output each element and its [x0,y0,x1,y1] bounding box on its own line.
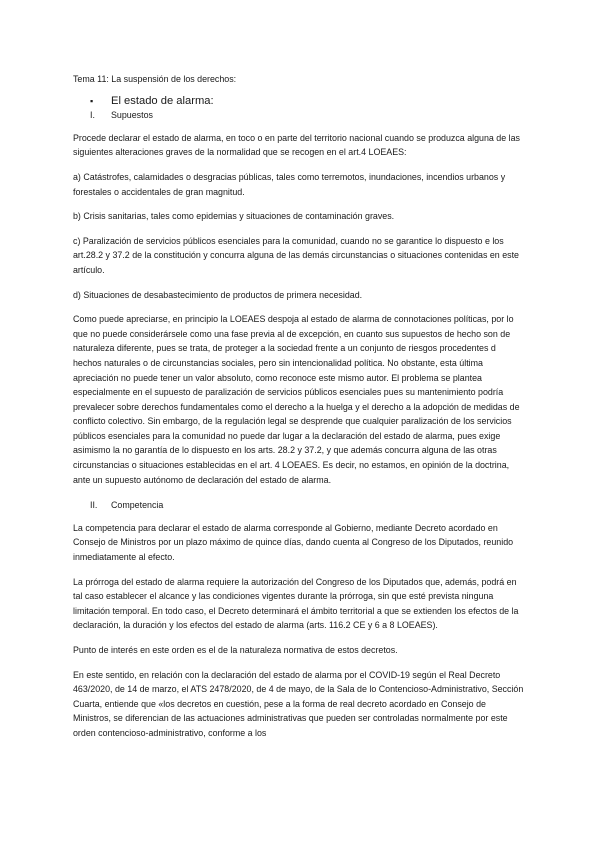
subsection-label: Competencia [111,500,164,511]
paragraph-interest: Punto de interés en este orden es el de la naturaleza normativa de estos decretos. [73,645,398,655]
paragraph-item-b: b) Crisis sanitarias, tales como epidemias y situaciones de contaminación graves. [73,211,395,222]
subsection-heading-supuestos [90,108,526,123]
section-heading-row [90,94,526,109]
paragraph-covid: En este sentido, en relación con la declaración del estado de alarma por el COVID-19 según el Real Decreto 463/2020, de 14 de marzo, el ATS 2478/2020, de 4 de mayo, de la Sala de lo Contencioso-Administrativo, Sección Cuarta, entiende que «los decretos en cuestión, pese a la forma de real decreto acordado en Consejo de Ministros, se diferencian de las actuaciones administrativas que pueden ser controladas normalmente por este orden contencioso-administrativo, conforme a los [73,669,524,738]
paragraph-item-a: a) Catástrofes, calamidades o desgracias públicas, tales como terremotos, inundaciones, incendios urbanos y forestales o accidentales de gran magnitud. [73,171,506,197]
topic-title: Tema 11: La suspensión de los derechos: [73,74,237,84]
paragraph-item-c: c) Paralización de servicios públicos esenciales para la comunidad, cuando no se garantice lo dispuesto e los art.28.2 y 37.2 de la constitución y concurra alguna de las demás circunstancias o situaciones contenidas en este artículo. [73,235,519,275]
section-heading: El estado de alarma: [111,94,214,107]
subsection-numeral: II. [90,500,98,511]
paragraph-extension: La prórroga del estado de alarma requiere la autorización del Congreso de los Diputados que, además, podrá en tal caso establecer el alcance y las condiciones vigentes durante la prórroga, sin que esté prevista ninguna limitación temporal. En todo caso, el Decreto determinará el ámbito territorial a que se extienden los efectos de la declaración, la duración y los efectos del estado de alarma (arts. 116.2 CE y 6 a 8 LOEAES). [73,576,519,631]
paragraph-intro: Procede declarar el estado de alarma, en toco o en parte del territorio nacional cuando se produzca alguna de las siguientes alteraciones graves de la normalidad que se recogen en el art.4 LOEAES: [73,132,520,158]
paragraph-item-d: d) Situaciones de desabastecimiento de productos de primera necesidad. [73,289,363,300]
subsection-numeral: I. [90,110,95,121]
paragraph-competence: La competencia para declarar el estado de alarma corresponde al Gobierno, mediante Decreto acordado en Consejo de Ministros por un plazo máximo de quince días, dando cuenta al Congreso de los Diputados, reunido inmediatamente al efecto. [73,522,514,563]
subsection-heading-competencia [90,498,526,513]
square-bullet-icon: ▪ [90,95,94,106]
paragraph-analysis: Como puede apreciarse, en principio la LOEAES despoja al estado de alarma de connotaciones políticas, por lo que no puede considerársele como una fase previa al de excepción, en cuanto sus supuestos de hecho son de naturaleza diferente, pues se trata, de proteger a la sociedad frente a un conjunto de riesgos procedentes d hechos naturales o de circunstancias sociales, pero sin intencionalidad política. No obstante, esta última apreciación no puede tener un valor absoluto, como reconoce este mismo autor. El problema se plantea especialmente en el supuesto de paralización de servicios públicos esenciales pues su mantenimiento podría prevalecer sobre derechos fundamentales como el derecho a la huelga y el derecho a la adopción de medidas de conflicto colectivo. Sin embargo, de la regulación legal se desprende que cualquier paralización de los servicios públicos esenciales para la comunidad no puede dar lugar a la declaración del estado de alarma, pues exige asimismo la no garantía de lo dispuesto en los arts. 28.2 y 37.2, y que además concurra alguna de las otras circunstancias o situaciones establecidas en el art. 4 LOEAES. Es decir, no estamos, en opinión de la doctrina, ante un supuesto autónomo de declaración del estado de alarma. [73,314,520,485]
subsection-label: Supuestos [111,110,153,121]
